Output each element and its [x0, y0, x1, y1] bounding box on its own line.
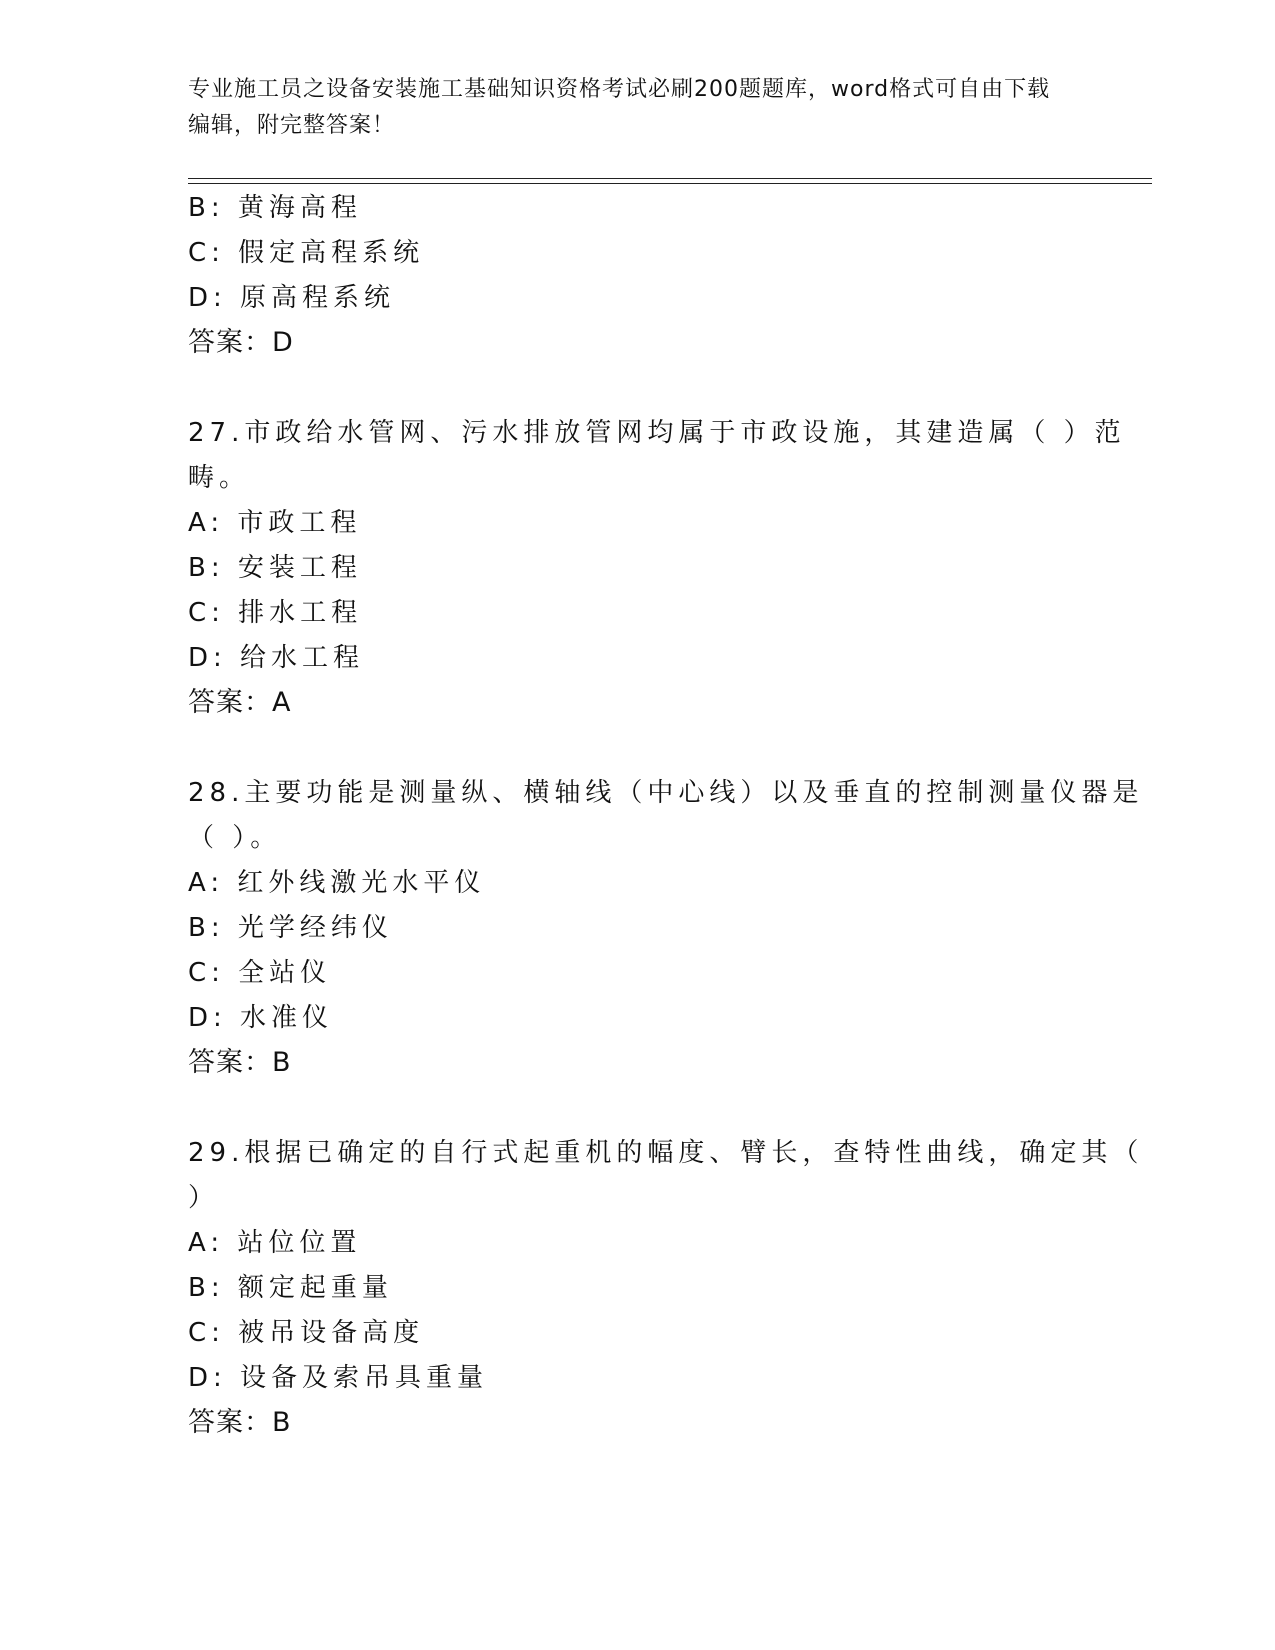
q28-answer: 答案：B: [188, 1047, 292, 1078]
q29-option-b: B: 额定起重量: [188, 1273, 393, 1303]
header-divider-secondary: [188, 183, 1152, 184]
q27-option-c: C: 排水工程: [188, 598, 363, 628]
q27-stem-line1: 27.市政给水管网、污水排放管网均属于市政设施，其建造属（ ）范: [188, 418, 1126, 448]
q27-stem-line2: 畴。: [188, 463, 251, 493]
q27-option-b: B: 安装工程: [188, 553, 362, 583]
q26-option-d: D: 原高程系统: [188, 283, 396, 313]
q29-option-a: A: 站位位置: [188, 1228, 362, 1258]
q28-stem-line1: 28.主要功能是测量纵、横轴线（中心线）以及垂直的控制测量仪器是: [188, 778, 1144, 808]
q28-stem-line2: （ ）。: [188, 823, 282, 853]
q29-answer: 答案：B: [188, 1407, 292, 1438]
q27-option-a: A: 市政工程: [188, 508, 362, 538]
q28-option-a: A: 红外线激光水平仪: [188, 868, 486, 898]
q29-option-d: D: 设备及索吊具重量: [188, 1363, 489, 1393]
q26-answer: 答案：D: [188, 327, 294, 358]
q26-option-c: C: 假定高程系统: [188, 238, 425, 268]
q28-option-b: B: 光学经纬仪: [188, 913, 393, 943]
document-header: 专业施工员之设备安装施工基础知识资格考试必刷200题题库，word格式可自由下载编辑，附完整答案！: [188, 77, 1051, 138]
q27-option-d: D: 给水工程: [188, 643, 365, 673]
header-divider: [188, 178, 1152, 179]
q27-answer: 答案：A: [188, 687, 292, 718]
q29-option-c: C: 被吊设备高度: [188, 1318, 425, 1348]
q28-option-d: D: 水准仪: [188, 1003, 334, 1033]
q29-stem-line2: ）: [188, 1183, 220, 1213]
q29-stem-line1: 29.根据已确定的自行式起重机的幅度、臂长，查特性曲线，确定其（: [188, 1138, 1144, 1168]
q28-option-c: C: 全站仪: [188, 958, 332, 988]
q26-option-b: B: 黄海高程: [188, 193, 362, 223]
